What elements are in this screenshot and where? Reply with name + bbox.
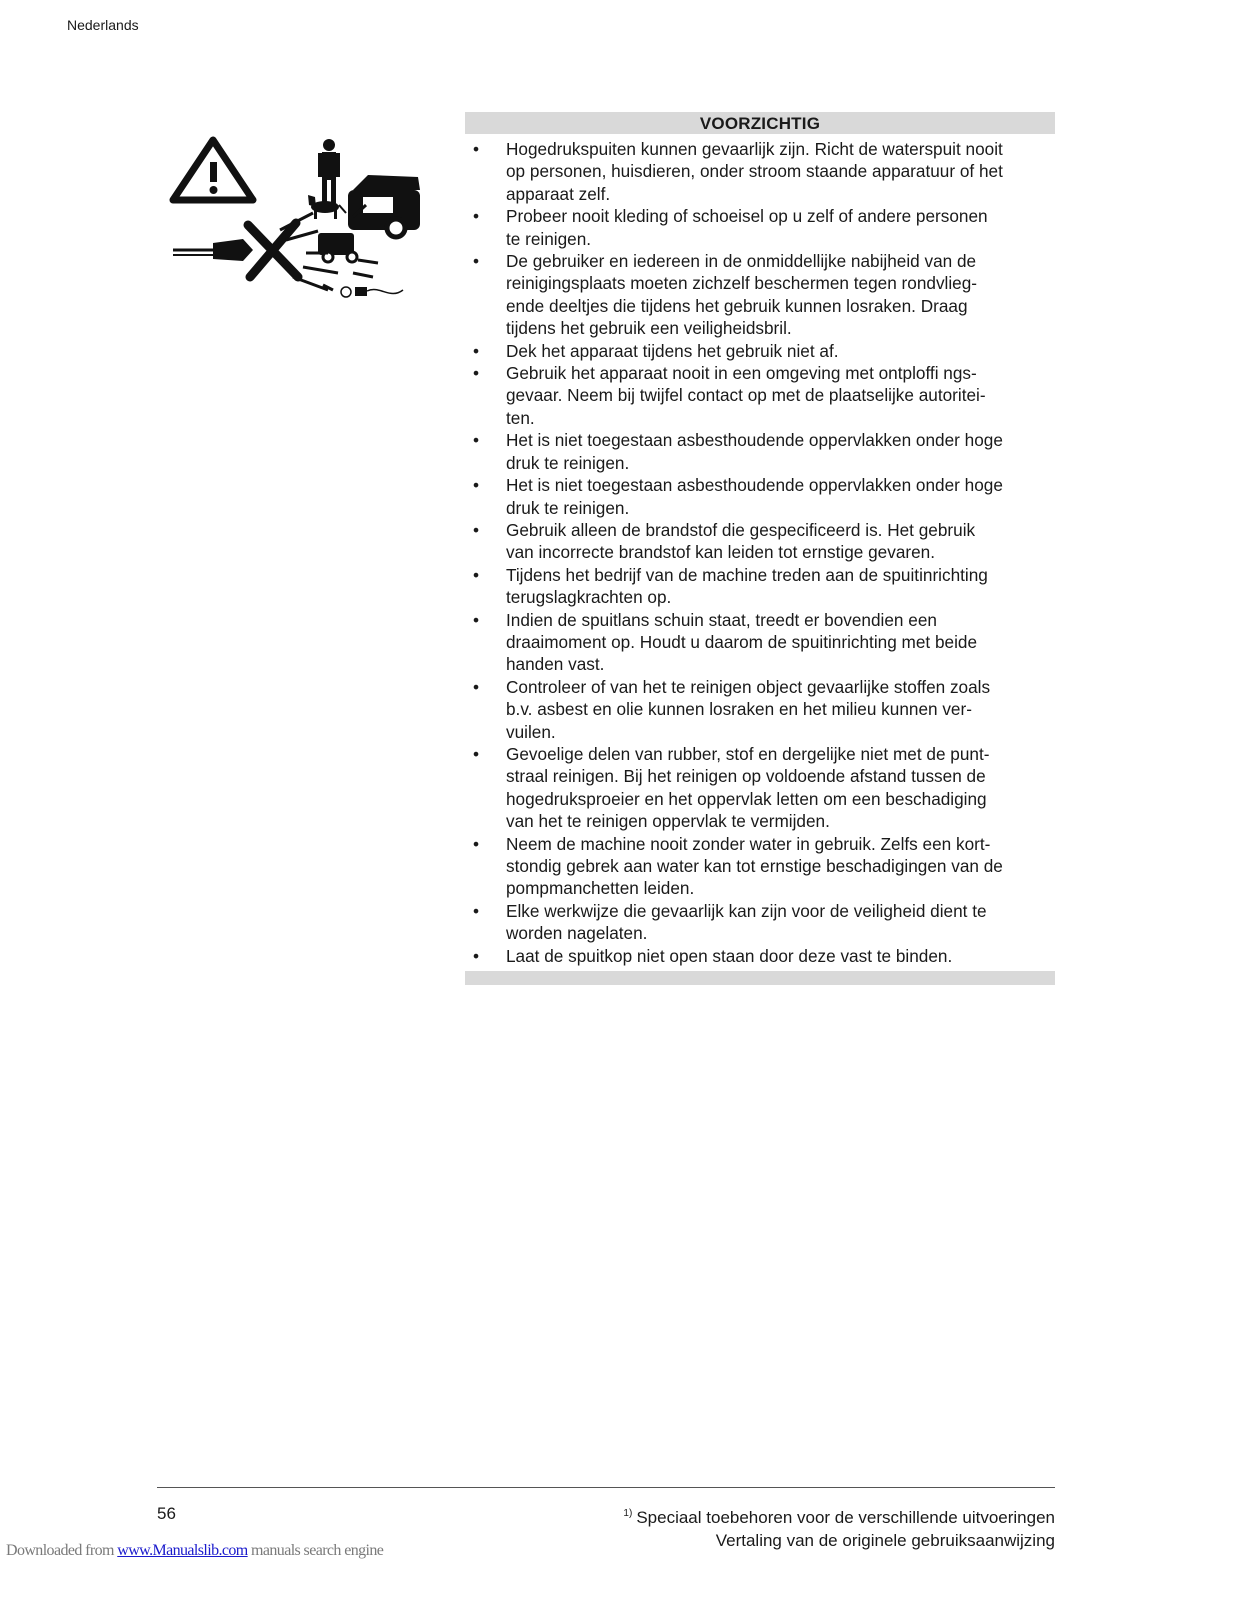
bullet-icon: • — [473, 139, 480, 159]
bullet-icon: • — [473, 743, 480, 764]
caution-item: • Hogedrukspuiten kunnen gevaarlijk zijn. Richt de waterspuit nooit op personen, huisdieren, onder stroom staande apparatuur of het apparaat zelf. — [473, 139, 1003, 204]
pressure-washer-icon — [318, 233, 357, 262]
caution-item: • Gebruik alleen de brandstof die gespecificeerd is. Het gebruik van incorrecte brandstof kan leiden tot ernstige gevaren. — [473, 519, 976, 563]
caution-item: • Het is niet toegestaan asbesthoudende oppervlakken onder hoge druk te reinigen. — [473, 475, 1003, 518]
bullet-icon: • — [473, 900, 480, 921]
translation-note: Vertaling van de originele gebruiksaanwijzing — [715, 1531, 1055, 1550]
bullet-icon: • — [473, 564, 480, 585]
page-language-label: Nederlands — [67, 17, 139, 33]
bullet-icon: • — [473, 833, 480, 854]
warning-triangle-icon — [173, 140, 253, 200]
caution-item: • Gevoelige delen van rubber, stof en dergelijke niet met de punt- straal reinigen. Bij het reinigen op voldoende afstand tussen de hogedruksproeier en het oppervlak letten om een beschadiging van het te reinigen oppervlak te vermijden. — [473, 743, 990, 832]
footer-notes — [623, 1502, 1055, 1552]
bullet-icon: • — [473, 206, 480, 227]
caution-item: • De gebruiker en iedereen in de onmiddellijke nabijheid van de reinigingsplaats moeten zichzelf beschermen tegen rondvlieg- ende deeltjes die tijdens het gebruik kunnen losraken. Draag tijdens het gebruik een veiligheidsbril. — [473, 251, 978, 339]
caution-item: • Dek het apparaat tijdens het gebruik niet af. — [473, 340, 839, 361]
download-suffix: manuals search engine — [247, 1542, 384, 1559]
caution-list — [465, 138, 1055, 967]
download-banner — [6, 1542, 383, 1560]
footnote-text: Speciaal toebehoren voor de verschillende uitvoeringen — [636, 1508, 1055, 1527]
caution-bottom-bar — [465, 971, 1055, 985]
caution-item: • Probeer nooit kleding of schoeisel op u zelf of andere personen te reinigen. — [473, 206, 988, 249]
footnote-line — [623, 1502, 1055, 1529]
electric-plug-icon — [341, 287, 403, 297]
caution-item: • Elke werkwijze die gevaarlijk kan zijn voor de veiligheid dient te worden nagelaten. — [473, 900, 987, 944]
person-icon — [318, 139, 340, 206]
bullet-icon: • — [473, 945, 480, 966]
safety-warning-pictogram — [168, 135, 428, 305]
caution-item: • Neem de machine nooit zonder water in gebruik. Zelfs een kort- stondig gebrek aan water kan tot ernstige beschadigingen van de pompmanchetten leiden. — [473, 833, 1003, 899]
bullet-icon: • — [473, 430, 480, 451]
prohibited-x-icon — [248, 223, 298, 277]
page-number: 56 — [157, 1504, 176, 1523]
bullet-icon: • — [473, 475, 480, 496]
vehicle-icon — [348, 175, 420, 237]
caution-item: • Laat de spuitkop niet open staan door deze vast te binden. — [473, 945, 953, 966]
bullet-icon: • — [473, 519, 480, 540]
spray-lance-icon — [173, 239, 253, 261]
caution-item: • Gebruik het apparaat nooit in een omgeving met ontploffi ngs- gevaar. Neem bij twijfel contact op met de plaatselijke autoritei- ten. — [473, 363, 986, 428]
footnote-mark: 1) — [623, 1508, 633, 1519]
bullet-icon: • — [473, 363, 480, 384]
caution-box — [465, 112, 1055, 985]
caution-item: • Het is niet toegestaan asbesthoudende oppervlakken onder hoge druk te reinigen. — [473, 430, 1003, 473]
bullet-icon: • — [473, 676, 480, 697]
footer-divider — [157, 1487, 1055, 1488]
bullet-icon: • — [473, 609, 480, 630]
bullet-icon: • — [473, 340, 480, 361]
caution-item: • Indien de spuitlans schuin staat, treedt er bovendien een draaimoment op. Houdt u daarom de spuitinrichting met beide handen vast. — [473, 609, 978, 675]
manualslib-link[interactable]: www.Manualslib.com — [117, 1542, 248, 1559]
bullet-icon: • — [473, 251, 480, 272]
caution-item: • Controleer of van het te reinigen object gevaarlijke stoffen zoals b.v. asbest en olie kunnen losraken en het milieu kunnen ver- vuilen. — [473, 676, 991, 742]
download-prefix: Downloaded from — [6, 1542, 118, 1559]
caution-item: • Tijdens het bedrijf van de machine treden aan de spuitinrichting terugslagkrachten op. — [473, 564, 988, 608]
caution-title: VOORZICHTIG — [465, 112, 1055, 134]
